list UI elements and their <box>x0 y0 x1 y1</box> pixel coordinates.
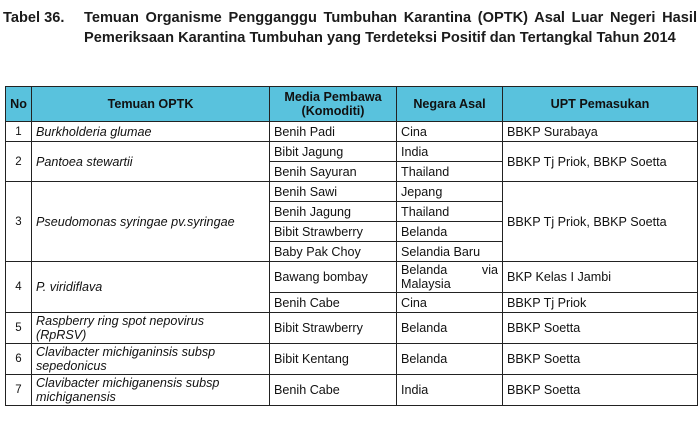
upt-cell: BBKP Tj Priok, BBKP Soetta <box>503 182 698 262</box>
organism-name: Pantoea stewartii <box>32 142 270 182</box>
negara-cell: Belanda <box>397 313 503 344</box>
header-media <box>270 87 397 122</box>
media-cell: Bibit Strawberry <box>270 313 397 344</box>
media-cell: Bibit Jagung <box>270 142 397 162</box>
negara-cell: India <box>397 142 503 162</box>
optk-table <box>5 86 698 406</box>
table-caption <box>3 8 697 48</box>
media-cell: Benih Cabe <box>270 375 397 406</box>
header-temuan: Temuan OPTK <box>32 87 270 122</box>
row-number: 1 <box>6 122 32 142</box>
caption-text: Temuan Organisme Pengganggu Tumbuhan Karantina (OPTK) Asal Luar Negeri Hasil Pemeriksaan Karantina Tumbuhan yang Terdeteksi Positif dan Tertangkal Tahun 2014 <box>84 10 697 46</box>
organism-line: Clavibacter michiganensis subsp <box>36 376 220 390</box>
organism-line: Raspberry ring spot nepovirus <box>36 314 204 328</box>
organism-name: Pseudomonas syringae pv.syringae <box>32 182 270 262</box>
header-media-line1: Media Pembawa <box>284 90 382 104</box>
organism-name <box>32 313 270 344</box>
table-row <box>6 344 698 375</box>
organism-name: P. viridiflava <box>32 262 270 313</box>
organism-line: michiganensis <box>36 390 116 404</box>
row-number: 4 <box>6 262 32 313</box>
header-no: No <box>6 87 32 122</box>
negara-cell: Jepang <box>397 182 503 202</box>
upt-cell: BBKP Soetta <box>503 313 698 344</box>
negara-cell: India <box>397 375 503 406</box>
organism-line: sepedonicus <box>36 359 107 373</box>
negara-cell: Belanda <box>397 344 503 375</box>
negara-cell: Belanda <box>397 222 503 242</box>
row-number: 5 <box>6 313 32 344</box>
header-negara: Negara Asal <box>397 87 503 122</box>
negara-part: Malaysia <box>401 277 451 291</box>
header-upt: UPT Pemasukan <box>503 87 698 122</box>
header-media-line2: (Komoditi) <box>301 104 365 118</box>
row-number: 6 <box>6 344 32 375</box>
row-number: 7 <box>6 375 32 406</box>
upt-cell: BBKP Tj Priok, BBKP Soetta <box>503 142 698 182</box>
upt-cell: BBKP Surabaya <box>503 122 698 142</box>
caption-label: Tabel 36. <box>3 10 65 26</box>
media-cell: Benih Cabe <box>270 293 397 313</box>
media-cell: Benih Sawi <box>270 182 397 202</box>
media-cell: Benih Jagung <box>270 202 397 222</box>
negara-part: Belanda <box>401 263 448 277</box>
table-row <box>6 122 698 142</box>
upt-cell: BKP Kelas I Jambi <box>503 262 698 293</box>
negara-justified-line <box>401 263 498 277</box>
table-row <box>6 375 698 406</box>
row-number: 2 <box>6 142 32 182</box>
organism-line: (RpRSV) <box>36 328 87 342</box>
negara-cell: Selandia Baru <box>397 242 503 262</box>
negara-cell: Thailand <box>397 162 503 182</box>
table-row <box>6 142 698 162</box>
organism-name <box>32 375 270 406</box>
negara-cell: Thailand <box>397 202 503 222</box>
media-cell: Benih Sayuran <box>270 162 397 182</box>
table-row <box>6 262 698 293</box>
table-header-row <box>6 87 698 122</box>
table-row <box>6 182 698 202</box>
negara-cell: Cina <box>397 122 503 142</box>
organism-name: Burkholderia glumae <box>32 122 270 142</box>
negara-cell <box>397 262 503 293</box>
row-number: 3 <box>6 182 32 262</box>
organism-line: Clavibacter michiganinsis subsp <box>36 345 216 359</box>
negara-cell: Cina <box>397 293 503 313</box>
negara-part: via <box>481 263 498 277</box>
table-row <box>6 313 698 344</box>
organism-name <box>32 344 270 375</box>
upt-cell: BBKP Soetta <box>503 344 698 375</box>
upt-cell: BBKP Tj Priok <box>503 293 698 313</box>
upt-cell: BBKP Soetta <box>503 375 698 406</box>
media-cell: Bibit Strawberry <box>270 222 397 242</box>
media-cell: Benih Padi <box>270 122 397 142</box>
media-cell: Baby Pak Choy <box>270 242 397 262</box>
media-cell: Bibit Kentang <box>270 344 397 375</box>
media-cell: Bawang bombay <box>270 262 397 293</box>
